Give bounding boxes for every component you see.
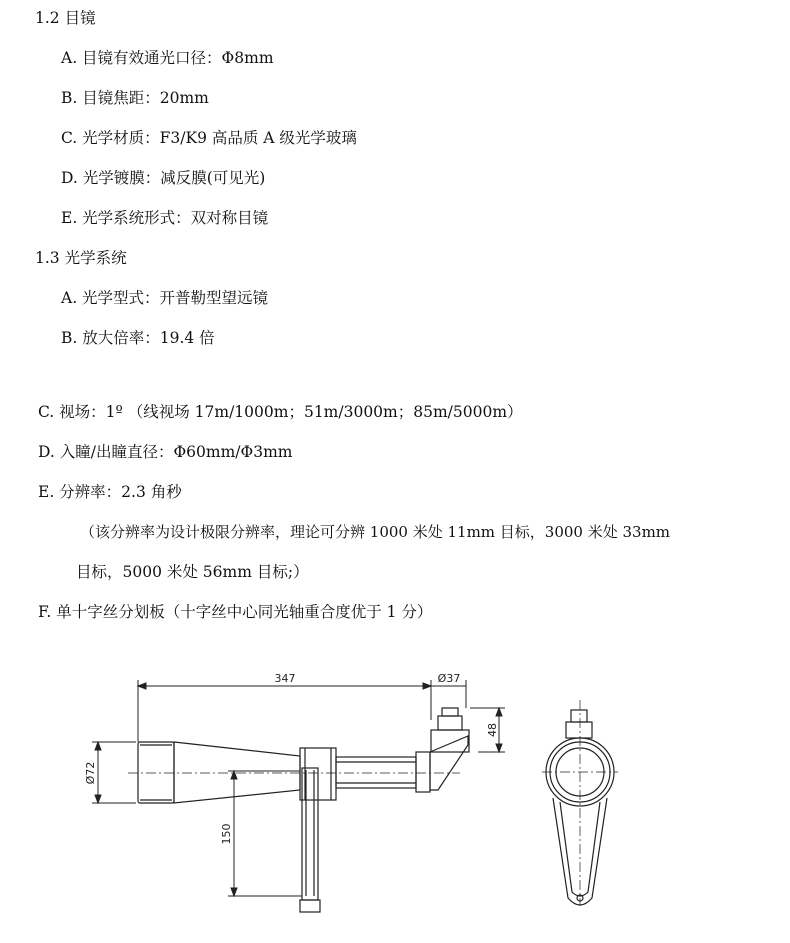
spec-magnification: B. 放大倍率：19.4 倍 <box>61 329 215 347</box>
dimension-objective-diameter <box>92 742 136 803</box>
spec-optical-coating: D. 光学镀膜：减反膜(可见光) <box>61 169 266 187</box>
dimension-length <box>138 680 431 742</box>
label-objective-diameter: Ø72 <box>84 761 97 785</box>
spec-optical-material: C. 光学材质：F3/K9 高品质 A 级光学玻璃 <box>61 129 357 147</box>
telescope-side-view <box>128 708 469 912</box>
label-handle-length: 150 <box>220 823 233 845</box>
resolution-note-line2: 目标，5000 米处 56mm 目标;） <box>76 563 309 581</box>
spec-optical-form: E. 光学系统形式：双对称目镜 <box>61 209 269 227</box>
spec-eyepiece-aperture: A. 目镜有效通光口径：Φ8mm <box>61 49 274 67</box>
resolution-note-line1: （该分辨率为设计极限分辨率，理论可分辨 1000 米处 11mm 目标，3000 米处 33mm <box>80 523 671 541</box>
heading-eyepiece: 1.2 目镜 <box>35 9 96 27</box>
label-length: 347 <box>274 672 296 685</box>
spec-resolution: E. 分辨率：2.3 角秒 <box>38 483 182 501</box>
telescope-technical-drawing <box>0 640 790 940</box>
spec-pupil-diameter: D. 入瞳/出瞳直径：Φ60mm/Φ3mm <box>38 443 293 461</box>
telescope-front-view <box>542 700 618 906</box>
spec-optical-type: A. 光学型式：开普勒型望远镜 <box>61 289 269 307</box>
spec-eyepiece-focal: B. 目镜焦距：20mm <box>61 89 209 107</box>
heading-optical-system: 1.3 光学系统 <box>35 249 127 267</box>
spec-reticle: F. 单十字丝分划板（十字丝中心同光轴重合度优于 1 分） <box>38 603 433 621</box>
label-eyepiece-diameter: Ø37 <box>437 672 461 685</box>
spec-field-of-view: C. 视场：1º （线视场 17m/1000m；51m/3000m；85m/5000m） <box>38 403 523 421</box>
dimension-handle <box>228 771 302 896</box>
label-height: 48 <box>486 723 499 737</box>
